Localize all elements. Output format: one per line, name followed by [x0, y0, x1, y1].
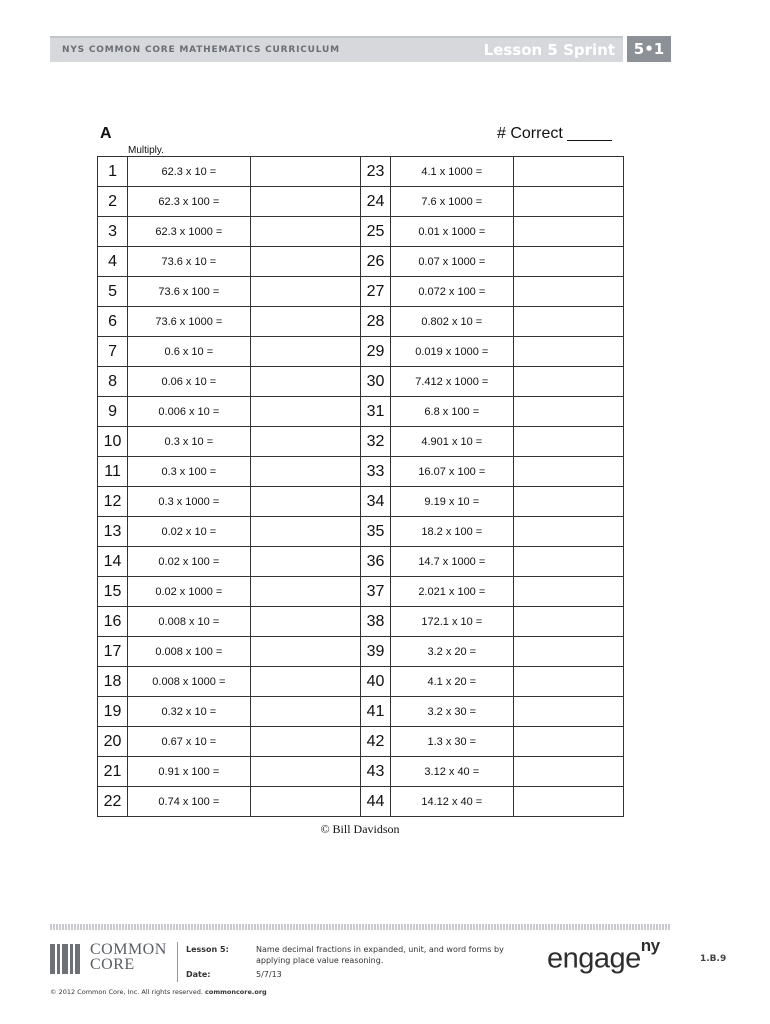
table-row [98, 487, 624, 517]
answer-cell[interactable] [250, 457, 360, 487]
answer-cell[interactable] [513, 547, 623, 577]
page-reference: 1.B.9 [700, 954, 727, 964]
problem-text: 3.2 x 20 = [391, 637, 513, 667]
table-row [98, 187, 624, 217]
lesson-label: Lesson 5: [186, 945, 229, 954]
problem-text: 4.901 x 10 = [391, 427, 513, 457]
answer-cell[interactable] [513, 157, 623, 187]
answer-cell[interactable] [250, 277, 360, 307]
credit: © Bill Davidson [320, 822, 400, 836]
curriculum-title: NYS COMMON CORE MATHEMATICS CURRICULUM [62, 45, 340, 55]
table-row [98, 607, 624, 637]
brand-superscript: ny [640, 936, 660, 955]
problem-text: 0.802 x 10 = [391, 307, 513, 337]
problem-number: 35 [360, 517, 390, 547]
problem-text: 0.07 x 1000 = [391, 247, 513, 277]
problem-text: 172.1 x 10 = [391, 607, 513, 637]
problem-text: 62.3 x 10 = [128, 157, 250, 187]
problem-number: 25 [360, 217, 390, 247]
answer-cell[interactable] [513, 367, 623, 397]
problem-text: 0.01 x 1000 = [391, 217, 513, 247]
problem-number: 22 [98, 787, 128, 817]
problem-number: 15 [98, 577, 128, 607]
answer-cell[interactable] [250, 697, 360, 727]
footer-divider [50, 924, 670, 930]
answer-cell[interactable] [250, 577, 360, 607]
problem-number: 20 [98, 727, 128, 757]
common-core-bars-icon [50, 944, 84, 974]
problem-number: 34 [360, 487, 390, 517]
answer-cell[interactable] [250, 727, 360, 757]
answer-cell[interactable] [513, 757, 623, 787]
answer-cell[interactable] [513, 607, 623, 637]
answer-cell[interactable] [250, 307, 360, 337]
date-value: 5/7/13 [256, 970, 282, 979]
answer-cell[interactable] [513, 217, 623, 247]
date-label: Date: [186, 970, 211, 979]
problem-text: 0.019 x 1000 = [391, 337, 513, 367]
problem-text: 14.12 x 40 = [391, 787, 513, 817]
problem-text: 3.12 x 40 = [391, 757, 513, 787]
logo-line-1: COMMON [90, 941, 167, 958]
problem-text: 4.1 x 20 = [391, 667, 513, 697]
problem-text: 0.072 x 100 = [391, 277, 513, 307]
module-badge: 5•1 [627, 36, 671, 62]
answer-cell[interactable] [250, 337, 360, 367]
problem-number: 32 [360, 427, 390, 457]
table-row [98, 667, 624, 697]
problem-text: 0.32 x 10 = [128, 697, 250, 727]
answer-cell[interactable] [250, 217, 360, 247]
problem-number: 42 [360, 727, 390, 757]
problem-text: 62.3 x 1000 = [128, 217, 250, 247]
problem-text: 0.008 x 100 = [128, 637, 250, 667]
problem-number: 23 [360, 157, 390, 187]
problem-number: 21 [98, 757, 128, 787]
problem-text: 0.3 x 100 = [128, 457, 250, 487]
answer-cell[interactable] [513, 307, 623, 337]
answer-cell[interactable] [250, 607, 360, 637]
lesson-description: Name decimal fractions in expanded, unit, and word forms by applying place value reasoning. [256, 945, 504, 965]
problem-text: 0.02 x 1000 = [128, 577, 250, 607]
lesson-title: Lesson 5 Sprint [483, 41, 615, 59]
answer-cell[interactable] [513, 667, 623, 697]
instruction: Multiply. [128, 145, 164, 156]
problem-number: 5 [98, 277, 128, 307]
problem-text: 62.3 x 100 = [128, 187, 250, 217]
problem-text: 0.3 x 10 = [128, 427, 250, 457]
table-row [98, 157, 624, 187]
problem-text: 0.02 x 100 = [128, 547, 250, 577]
table-row [98, 307, 624, 337]
problem-number: 44 [360, 787, 390, 817]
problem-number: 9 [98, 397, 128, 427]
copyright [50, 988, 267, 996]
table-row [98, 577, 624, 607]
problem-text: 0.6 x 10 = [128, 337, 250, 367]
problem-number: 39 [360, 637, 390, 667]
table-row [98, 457, 624, 487]
answer-cell[interactable] [513, 457, 623, 487]
answer-cell[interactable] [250, 757, 360, 787]
answer-cell[interactable] [513, 487, 623, 517]
common-core-logo [50, 942, 175, 976]
problem-text: 0.008 x 10 = [128, 607, 250, 637]
answer-cell[interactable] [250, 367, 360, 397]
sprint-table [97, 156, 624, 817]
answer-cell[interactable] [250, 667, 360, 697]
table-row [98, 697, 624, 727]
header-bar [50, 36, 623, 62]
problem-number: 33 [360, 457, 390, 487]
answer-cell[interactable] [513, 247, 623, 277]
table-row [98, 517, 624, 547]
problem-number: 19 [98, 697, 128, 727]
problem-number: 4 [98, 247, 128, 277]
problem-number: 28 [360, 307, 390, 337]
problem-text: 6.8 x 100 = [391, 397, 513, 427]
table-row [98, 757, 624, 787]
table-row [98, 547, 624, 577]
footer-separator [177, 942, 178, 982]
problem-text: 18.2 x 100 = [391, 517, 513, 547]
problem-number: 24 [360, 187, 390, 217]
problem-number: 30 [360, 367, 390, 397]
problem-text: 0.02 x 10 = [128, 517, 250, 547]
answer-cell[interactable] [250, 547, 360, 577]
answer-cell[interactable] [513, 637, 623, 667]
page-header [50, 36, 671, 62]
logo-line-2: CORE [90, 956, 135, 973]
problem-number: 41 [360, 697, 390, 727]
answer-cell[interactable] [250, 427, 360, 457]
problem-text: 0.74 x 100 = [128, 787, 250, 817]
problem-number: 7 [98, 337, 128, 367]
table-row [98, 427, 624, 457]
problem-number: 1 [98, 157, 128, 187]
common-core-wordmark [90, 942, 167, 972]
answer-cell[interactable] [250, 517, 360, 547]
table-row [98, 637, 624, 667]
problem-number: 36 [360, 547, 390, 577]
problem-text: 4.1 x 1000 = [391, 157, 513, 187]
problem-number: 31 [360, 397, 390, 427]
answer-cell[interactable] [513, 697, 623, 727]
answer-cell[interactable] [513, 397, 623, 427]
problem-text: 7.412 x 1000 = [391, 367, 513, 397]
sprint-letter: A [100, 125, 112, 142]
answer-cell[interactable] [250, 787, 360, 817]
problem-number: 8 [98, 367, 128, 397]
problem-number: 6 [98, 307, 128, 337]
problem-number: 3 [98, 217, 128, 247]
table-row [98, 397, 624, 427]
problem-text: 9.19 x 10 = [391, 487, 513, 517]
answer-cell[interactable] [250, 187, 360, 217]
problem-number: 37 [360, 577, 390, 607]
problem-number: 11 [98, 457, 128, 487]
problem-text: 0.06 x 10 = [128, 367, 250, 397]
problem-number: 14 [98, 547, 128, 577]
problem-number: 17 [98, 637, 128, 667]
answer-cell[interactable] [513, 577, 623, 607]
answer-cell[interactable] [513, 277, 623, 307]
table-row [98, 277, 624, 307]
answer-cell[interactable] [513, 517, 623, 547]
engageny-logo [547, 936, 660, 976]
problem-number: 16 [98, 607, 128, 637]
problem-number: 2 [98, 187, 128, 217]
answer-cell[interactable] [513, 337, 623, 367]
problem-text: 3.2 x 30 = [391, 697, 513, 727]
problem-number: 43 [360, 757, 390, 787]
answer-cell[interactable] [513, 187, 623, 217]
problem-number: 29 [360, 337, 390, 367]
brand-text: engage [547, 942, 641, 975]
answer-cell[interactable] [513, 787, 623, 817]
problem-number: 40 [360, 667, 390, 697]
correct-count-label: # Correct _____ [497, 125, 612, 142]
table-row [98, 337, 624, 367]
answer-cell[interactable] [513, 727, 623, 757]
problem-number: 12 [98, 487, 128, 517]
problem-text: 0.91 x 100 = [128, 757, 250, 787]
problem-number: 27 [360, 277, 390, 307]
problem-text: 73.6 x 10 = [128, 247, 250, 277]
answer-cell[interactable] [250, 157, 360, 187]
table-row [98, 787, 624, 817]
problem-text: 0.008 x 1000 = [128, 667, 250, 697]
problem-text: 0.67 x 10 = [128, 727, 250, 757]
problem-number: 18 [98, 667, 128, 697]
problem-text: 1.3 x 30 = [391, 727, 513, 757]
problem-text: 0.3 x 1000 = [128, 487, 250, 517]
copyright-site: commoncore.org [205, 988, 267, 996]
problem-text: 73.6 x 1000 = [128, 307, 250, 337]
problem-text: 0.006 x 10 = [128, 397, 250, 427]
answer-cell[interactable] [250, 397, 360, 427]
answer-cell[interactable] [250, 637, 360, 667]
problem-number: 13 [98, 517, 128, 547]
problem-text: 14.7 x 1000 = [391, 547, 513, 577]
problem-number: 26 [360, 247, 390, 277]
problem-text: 2.021 x 100 = [391, 577, 513, 607]
problem-number: 38 [360, 607, 390, 637]
table-row [98, 247, 624, 277]
table-row [98, 727, 624, 757]
answer-cell[interactable] [250, 487, 360, 517]
problem-text: 73.6 x 100 = [128, 277, 250, 307]
answer-cell[interactable] [513, 427, 623, 457]
problem-text: 16.07 x 100 = [391, 457, 513, 487]
table-row [98, 367, 624, 397]
problem-text: 7.6 x 1000 = [391, 187, 513, 217]
copyright-text: © 2012 Common Core, Inc. All rights reserved. [50, 988, 203, 996]
problem-number: 10 [98, 427, 128, 457]
table-row [98, 217, 624, 247]
answer-cell[interactable] [250, 247, 360, 277]
